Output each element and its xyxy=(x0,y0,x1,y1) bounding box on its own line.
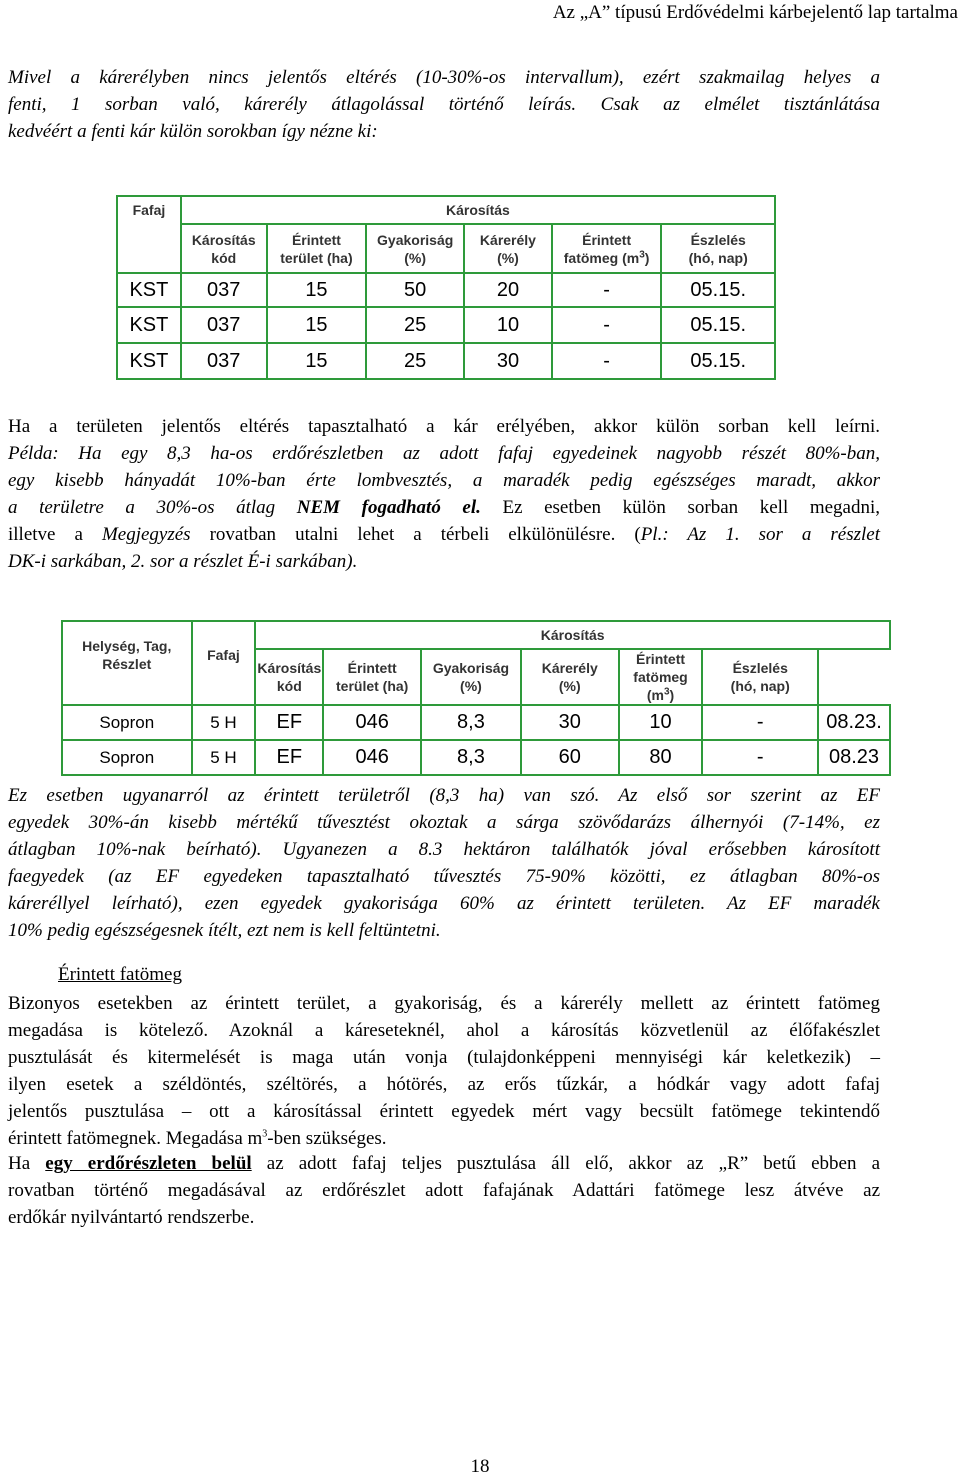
intro-paragraph xyxy=(8,64,880,145)
table-cell: Sopron xyxy=(62,705,192,740)
table-cell: - xyxy=(552,307,662,343)
table-row xyxy=(117,307,775,343)
running-header: Az „A” típusú Erdővédelmi kárbejelentő lap tartalma xyxy=(552,2,958,23)
paragraph-explanation xyxy=(8,782,880,944)
group-header-karositas: Károsítás xyxy=(255,621,890,649)
table-row xyxy=(117,343,775,379)
table-cell: 15 xyxy=(267,273,367,307)
table-cell: 046 xyxy=(323,705,421,740)
table-cell: 20 xyxy=(464,273,552,307)
table-cell: Sopron xyxy=(62,740,192,775)
col-header-karerely: Kárerély (%) xyxy=(464,224,552,273)
table-cell: 08.23 xyxy=(818,740,890,775)
paragraph-line: érintett fatömegnek. Megadása $m^3$-ben szükséges. xyxy=(8,1128,387,1149)
section-title: Érintett fatömeg xyxy=(58,964,182,985)
paragraph-line: átlagban 10%-nak beírható). Ugyanezen a 8.3 hektáron találhatók jóval erősebben károsított xyxy=(8,839,880,860)
col-header-kod: Károsítás kód xyxy=(181,224,267,273)
example-line: a területre a 30%-os átlag NEM fogadható el. Ez esetben külön sorban kell megadni, xyxy=(8,497,881,518)
paragraph-separate-rows xyxy=(8,413,880,575)
table-cell: 037 xyxy=(181,343,267,379)
example-line: illetve a Megjegyzés rovatban utalni lehet a térbeli elkülönülésre. (Pl.: Az 1. sor a részlet xyxy=(8,524,881,545)
table-row xyxy=(117,273,775,307)
table-cell: 8,3 xyxy=(421,740,521,775)
table-row xyxy=(62,705,890,740)
table-cell: 037 xyxy=(181,307,267,343)
table-cell: - xyxy=(552,273,662,307)
table-cell: 05.15. xyxy=(661,343,775,379)
table-cell: 25 xyxy=(366,307,464,343)
table-cell: - xyxy=(702,740,818,775)
intro-line: Mivel a kárerélyben nincs jelentős eltérés (10-30%-os intervallum), ezért szakmailag helyes a xyxy=(8,67,880,88)
paragraph-line: faegyedek (az EF egyedeken tapasztalható tűvesztés 75-90% közötti, ez átlagban 80%-os xyxy=(8,866,880,887)
paragraph-line: Ez esetben ugyanarról az érintett területről (8,3 ha) van szó. Az első sor szerint az EF xyxy=(8,785,880,806)
damage-table-2 xyxy=(61,620,891,776)
paragraph-fatomeg xyxy=(8,990,880,1152)
table-row xyxy=(62,740,890,775)
table-cell: 08.23. xyxy=(818,705,890,740)
paragraph-line: 10% pedig egészségesnek ítélt, ezt nem is kell feltüntetni. xyxy=(8,920,441,941)
col-header-eszleles: Észlelés (hó, nap) xyxy=(661,224,775,273)
table-cell: 037 xyxy=(181,273,267,307)
table-cell: 25 xyxy=(366,343,464,379)
col-header-fatomeg: Érintett fatömeg $(m^3)$ xyxy=(552,224,662,273)
col-header-fatomeg: Érintett fatömeg $(m^3)$ xyxy=(619,649,703,705)
damage-table-1 xyxy=(116,195,776,380)
table-cell: 05.15. xyxy=(661,273,775,307)
col-header-fafaj: Fafaj xyxy=(192,621,256,705)
table-cell: 046 xyxy=(323,740,421,775)
col-header-helyseg: Helység, Tag, Részlet xyxy=(62,621,192,705)
paragraph-line: jelentős pusztulása – ott a károsítással érintett egyedek mért vagy becsült fatömege tekintendő xyxy=(8,1101,880,1122)
example-line: DK-i sarkában, 2. sor a részlet É-i sarkában). xyxy=(8,551,358,572)
paragraph-line: káreréllyel leírható), ezen egyedek gyakorisága 60% az érintett területen. Az EF maradék xyxy=(8,893,880,914)
paragraph-line: egyedek 30%-án kisebb mértékű tűvesztést okoztak a sárga szövődarázs álhernyói (7-14%, ez xyxy=(8,812,880,833)
table-cell: KST xyxy=(117,273,181,307)
page-number: 18 xyxy=(470,1456,490,1477)
paragraph-line: Ha egy erdőrészleten belül az adott fafaj teljes pusztulása áll elő, akkor az „R” betű ebben a xyxy=(8,1153,880,1174)
table-cell: KST xyxy=(117,343,181,379)
table-cell: 5 H xyxy=(192,705,256,740)
table-cell: KST xyxy=(117,307,181,343)
paragraph-line: Bizonyos esetekben az érintett terület, a gyakoriság, és a kárerély mellett az érintett fatömeg xyxy=(8,993,880,1014)
example-line: egy kisebb hányadát 10%-ban érte lombvesztés, a maradék pedig egészséges maradt, akkor xyxy=(8,470,880,491)
col-header-eszleles: Észlelés (hó, nap) xyxy=(702,649,818,705)
col-header-gyakorisag: Gyakoriság (%) xyxy=(421,649,521,705)
table-cell: EF xyxy=(255,740,323,775)
table-cell: 15 xyxy=(267,307,367,343)
table-cell: 30 xyxy=(464,343,552,379)
col-header-karerely: Kárerély (%) xyxy=(521,649,619,705)
table-cell: 15 xyxy=(267,343,367,379)
table-cell: 50 xyxy=(366,273,464,307)
table-cell: 60 xyxy=(521,740,619,775)
intro-line: kedvéért a fenti kár külön sorokban így nézne ki: xyxy=(8,121,378,142)
col-header-kod: Károsítás kód xyxy=(255,649,323,705)
group-header-karositas: Károsítás xyxy=(181,196,775,224)
example-line: Példa: Ha egy 8,3 ha-os erdőrészletben az adott fafaj egyedeinek nagyobb részét 80%-ban, xyxy=(8,443,880,464)
table-cell: 10 xyxy=(619,705,703,740)
table-cell: - xyxy=(702,705,818,740)
table-cell: 30 xyxy=(521,705,619,740)
table-cell: 10 xyxy=(464,307,552,343)
table-cell: 5 H xyxy=(192,740,256,775)
intro-line: fenti, 1 sorban való, kárerély átlagolással történő leírás. Csak az elmélet tisztánlátása xyxy=(8,94,880,115)
col-header-terulet: Érintett terület (ha) xyxy=(323,649,421,705)
table-cell: 05.15. xyxy=(661,307,775,343)
table-cell: EF xyxy=(255,705,323,740)
paragraph-line: megadása is kötelező. Azoknál a káreseteknél, ahol a károsítás közvetlenül az élőfakészlet xyxy=(8,1020,880,1041)
table-cell: - xyxy=(552,343,662,379)
col-header-fafaj: Fafaj xyxy=(117,196,181,273)
paragraph-line: Ha a területen jelentős eltérés tapasztalható a kár erélyében, akkor külön sorban kell leírni. xyxy=(8,416,880,437)
paragraph-line: ilyen esetek a széldöntés, széltörés, a hótörés, az erős tűzkár, a hódkár vagy adott fafaj xyxy=(8,1074,880,1095)
paragraph-line: erdőkár nyilvántartó rendszerbe. xyxy=(8,1207,255,1228)
col-header-terulet: Érintett terület (ha) xyxy=(267,224,367,273)
col-header-gyakorisag: Gyakoriság (%) xyxy=(366,224,464,273)
paragraph-line: rovatban történő megadásával az erdőrészlet adott fafajának Adattári fatömege lesz átvéve az xyxy=(8,1180,880,1201)
table-cell: 8,3 xyxy=(421,705,521,740)
paragraph-r-letter xyxy=(8,1150,880,1231)
table-cell: 80 xyxy=(619,740,703,775)
paragraph-line: pusztulását és kitermelését is maga után vonja (tulajdonképpeni mennyiségi kár keletkezik) – xyxy=(8,1047,880,1068)
